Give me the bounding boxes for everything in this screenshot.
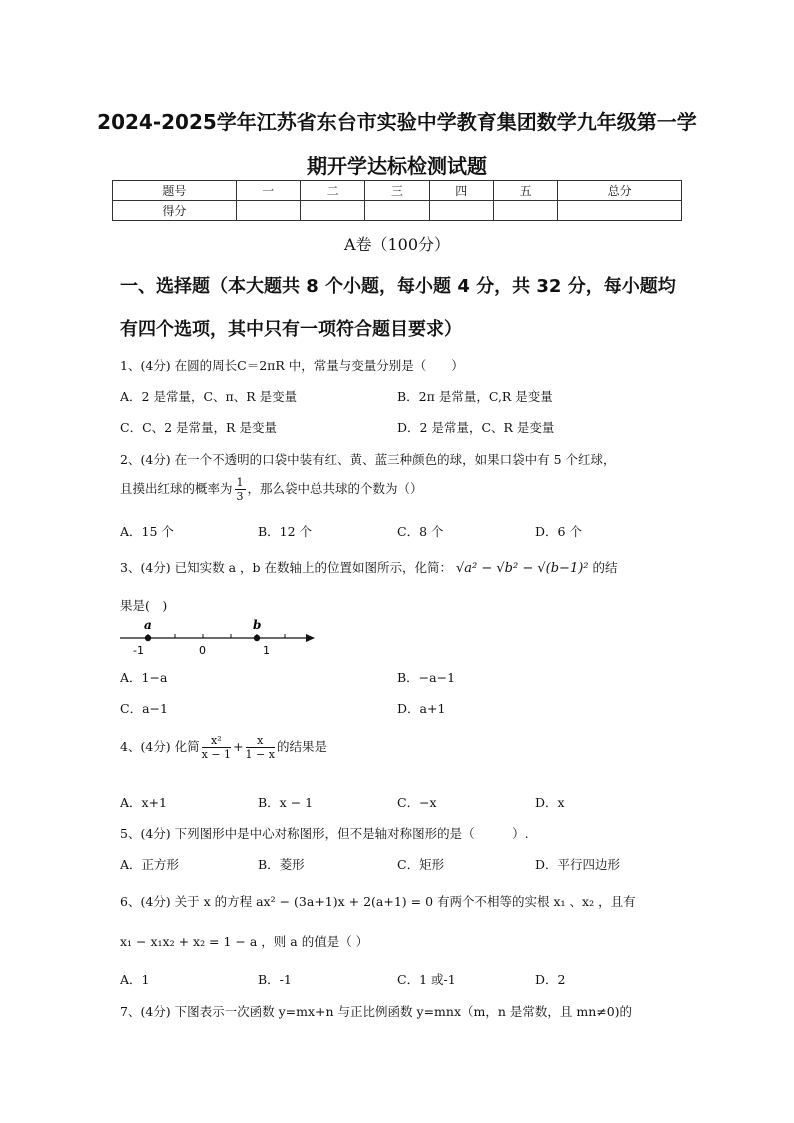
title-line-2: 期开学达标检测试题 (307, 154, 487, 178)
question-2-option-b: B．12 个 (258, 524, 313, 539)
tick-label-1: 1 (263, 644, 270, 657)
question-1-stem: 1、(4分) 在圆的周长C＝2πR 中，常量与变量分别是（ ） (120, 358, 464, 373)
score-cell (429, 201, 493, 221)
fraction-denominator: 3 (236, 490, 244, 503)
question-6-stem-line-2: x₁ − x₁x₂ + x₂ = 1 − a ，则 a 的值是（ ） (120, 934, 369, 949)
question-6-stem-line-1: 6、(4分) 关于 x 的方程 ax² − (3a+1)x + 2(a+1) = 0 有两个不相等的实根 x₁ 、x₂ ，且有 (120, 894, 636, 909)
question-5-stem: 5、(4分) 下列图形中是中心对称图形，但不是轴对称图形的是（ ）. (120, 826, 529, 841)
question-3-stem-line-2: 果是( ) (120, 598, 168, 613)
question-3-option-c: C．a−1 (120, 701, 168, 716)
score-table-header-row (113, 181, 682, 201)
question-5-option-d: D．平行四边形 (535, 857, 621, 872)
question-1-option-c: C．C、2 是常量，R 是变量 (120, 420, 277, 435)
question-4-option-d: D．x (535, 795, 565, 810)
point-a-label: a (144, 618, 152, 632)
plus-sign: + (233, 739, 244, 754)
question-6-option-a: A．1 (120, 972, 150, 987)
question-4-stem (120, 734, 327, 761)
question-1-option-d: D．2 是常量，C、R 是变量 (397, 420, 555, 435)
question-6-option-b: B．-1 (258, 972, 292, 987)
score-header-cell: 三 (365, 181, 429, 201)
score-row-label: 得分 (113, 201, 237, 221)
question-1-option-a: A．2 是常量，C、π、R 是变量 (120, 389, 298, 404)
question-2-stem-line-2 (120, 476, 423, 503)
question-2-stem-text-a: 且摸出红球的概率为 (120, 481, 233, 496)
question-4-stem-text-a: 4、(4分) 化简 (120, 739, 200, 754)
score-table-score-row (113, 201, 682, 221)
tick-label-minus-1: -1 (133, 644, 144, 657)
point-a-dot (145, 635, 151, 641)
section-heading-line-2: 有四个选项，其中只有一项符合题目要求） (120, 319, 462, 340)
question-5-option-b: B．菱形 (258, 857, 305, 872)
question-2-option-d: D．6 个 (535, 524, 582, 539)
question-5-option-c: C．矩形 (397, 857, 445, 872)
fraction-numerator: 1 (236, 476, 244, 489)
score-header-cell: 四 (429, 181, 493, 201)
question-3-stem-text-end: 的结 (592, 560, 618, 575)
question-3-stem-line-1 (120, 558, 618, 576)
question-2-option-c: C．8 个 (397, 524, 444, 539)
fraction-denominator: 1 − x (245, 748, 275, 761)
score-header-cell: 题号 (113, 181, 237, 201)
fraction-x-over-1-minus-x (246, 734, 275, 761)
question-2-option-a: A．15 个 (120, 524, 174, 539)
question-2-stem-text-b: ，那么袋中总共球的个数为（） (247, 481, 423, 496)
fraction-numerator: x (246, 734, 275, 748)
point-b-label: b (253, 618, 262, 632)
fraction-denominator: x − 1 (201, 748, 232, 761)
score-header-cell: 五 (493, 181, 557, 201)
number-line-figure (115, 615, 325, 660)
score-header-cell: 一 (236, 181, 300, 201)
score-cell (300, 201, 364, 221)
question-3-option-b: B．−a−1 (397, 670, 456, 685)
score-cell (365, 201, 429, 221)
fraction-numerator: x² (202, 734, 231, 748)
question-6-option-d: D．2 (535, 972, 566, 987)
question-2-stem-line-1: 2、(4分) 在一个不透明的口袋中装有红、黄、蓝三种颜色的球，如果口袋中有 5 个红球， (120, 452, 616, 467)
question-7-stem: 7、(4分) 下图表示一次函数 y=mx+n 与正比例函数 y=mnx（m，n 是常数，且 mn≠0)的 (120, 1004, 633, 1019)
number-line-arrow (306, 634, 315, 642)
point-b-dot (254, 635, 260, 641)
score-header-cell: 总分 (558, 181, 682, 201)
score-table (112, 180, 682, 221)
question-3-stem-text: 3、(4分) 已知实数 a ，b 在数轴上的位置如图所示，化简： (120, 560, 453, 575)
score-cell (236, 201, 300, 221)
tick-label-0: 0 (199, 644, 206, 657)
fraction-x-squared-over-x-minus-1 (202, 734, 231, 761)
question-5-option-a: A．正方形 (120, 857, 180, 872)
question-3-option-d: D．a+1 (397, 701, 446, 716)
score-cell (493, 201, 557, 221)
question-4-stem-text-b: 的结果是 (276, 739, 327, 754)
fraction-one-third (235, 476, 246, 503)
question-6-option-c: C．1 或-1 (397, 972, 456, 987)
question-3-radical-expression: √a² − √b² − √(b−1)² (456, 561, 589, 576)
score-cell (558, 201, 682, 221)
volume-heading: A卷（100分） (343, 235, 451, 254)
score-header-cell: 二 (300, 181, 364, 201)
title-line-1: 2024-2025学年江苏省东台市实验中学教育集团数学九年级第一学 (97, 110, 697, 134)
question-4-option-c: C．−x (397, 795, 437, 810)
section-heading-line-1: 一、选择题（本大题共 8 个小题，每小题 4 分，共 32 分，每小题均 (120, 276, 676, 297)
question-3-option-a: A．1−a (120, 670, 168, 685)
question-1-option-b: B．2π 是常量，C,R 是变量 (397, 389, 553, 404)
question-4-option-a: A．x+1 (120, 795, 168, 810)
question-4-option-b: B．x − 1 (258, 795, 314, 810)
